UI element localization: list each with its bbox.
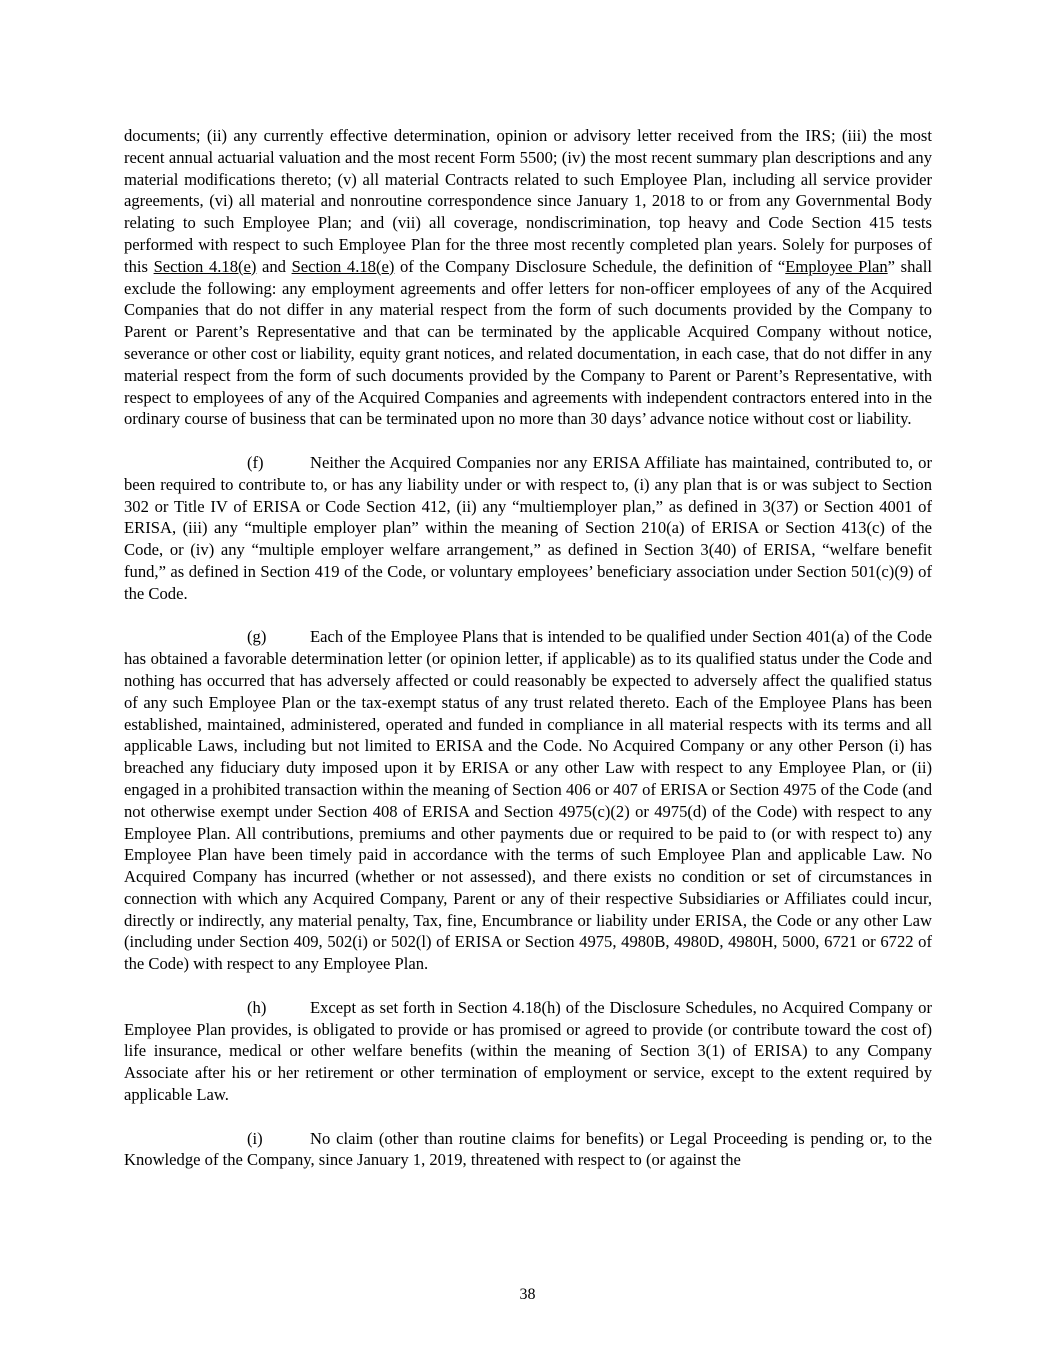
paragraph-h xyxy=(124,997,932,1106)
paragraph-i xyxy=(124,1128,932,1172)
document-body xyxy=(124,125,932,1171)
paragraph-text: Neither the Acquired Companies nor any ERISA Affiliate has maintained, contributed to, or been required to contribute to, or has any liability under or with respect to, (i) any plan that is or was subject to Section 302 or Title IV of ERISA or Code Section 412, (ii) any “multiemployer plan,” as defined in 3(37) or Section 4001 of ERISA, (iii) any “multiple employer plan” within the meaning of Section 210(a) of ERISA or Section 413(c) of the Code, or (iv) any “multiple employer welfare arrangement,” as defined in Section 3(40) of ERISA, “welfare benefit fund,” as defined in Section 419 of the Code, or voluntary employees’ beneficiary association under Section 501(c)(9) of the Code. xyxy=(124,452,932,603)
paragraph-text: No claim (other than routine claims for benefits) or Legal Proceeding is pending or, to the Knowledge of the Company, since January 1, 2019, threatened with respect to (or against the xyxy=(124,1128,932,1170)
paragraph-text: documents; (ii) any currently effective determination, opinion or advisory letter received from the IRS; (iii) the most recent annual actuarial valuation and the most recent Form 5500; (iv) the most recent summary plan descriptions and any material modifications thereto; (v) all material Contracts related to such Employee Plan, including all service provider agreements, (vi) all material and nonroutine correspondence since January 1, 2018 to or from any Governmental Body relating to such Employee Plan; and (vii) all coverage, nondiscrimination, top heavy and Code Section 415 tests performed with respect to such Employee Plan for the three most recently completed plan years. Solely for purposes of this xyxy=(124,126,932,276)
paragraph-text: ” shall exclude the following: any employment agreements and offer letters for non-officer employees of any of the Acquired Companies that do not differ in any material respect from the form of such documents provided by the Company to Parent or Parent’s Representative and that can be terminated by the applicable Acquired Company without notice, severance or other cost or liability, equity grant notices, and related documentation, in each case, that do not differ in any material respect from the form of such documents provided by the Company to Parent or Parent’s Representative, with respect to employees of any of the Acquired Companies and agreements with independent contractors entered into in the ordinary course of business that can be terminated upon no more than 30 days’ advance notice without cost or liability. xyxy=(124,256,932,429)
page-number: 38 xyxy=(519,1286,536,1303)
paragraph-label: (i) xyxy=(247,1128,263,1148)
defined-term: Employee Plan xyxy=(785,256,888,276)
section-reference: Section 4.18(e) xyxy=(291,256,395,276)
section-reference: Section 4.18(e) xyxy=(153,256,257,276)
paragraph-g xyxy=(124,626,932,975)
paragraph-text: of the Company Disclosure Schedule, the definition of “ xyxy=(394,256,786,276)
paragraph-f xyxy=(124,452,932,605)
paragraph-text: Each of the Employee Plans that is intended to be qualified under Section 401(a) of the Code has obtained a favorable determination letter (or opinion letter, if applicable) as to its qualified status under the Code and nothing has occurred that has adversely affected or could reasonably be expected to adversely affect the qualified status of any such Employee Plan or the tax-exempt status of any trust related thereto. Each of the Employee Plans has been established, maintained, administered, operated and funded in compliance in all material respects with its terms and all applicable Laws, including but not limited to ERISA and the Code. No Acquired Company or any other Person (i) has breached any fiduciary duty imposed upon it by ERISA or any other Law with respect to any Employee Plan, or (ii) engaged in a prohibited transaction within the meaning of Section 406 or 407 of ERISA or Section 4975 of the Code (and not otherwise exempt under Section 408 of ERISA and Section 4975(c)(2) or 4975(d) of the Code) with respect to any Employee Plan. All contributions, premiums and other payments due or required to be paid to (or with respect to) any Employee Plan have been timely paid in accordance with the terms of such Employee Plan and applicable Law. No Acquired Company has incurred (whether or not assessed), and there exists no condition or set of circumstances in connection with which any Acquired Company, Parent or any of their respective Subsidiaries or Affiliates could incur, directly or indirectly, any material penalty, Tax, fine, Encumbrance or liability under ERISA, the Code or any other Law (including under Section 409, 502(i) or 502(l) of ERISA or Section 4975, 4980B, 4980D, 4980H, 5000, 6721 or 6722 of the Code) with respect to any Employee Plan. xyxy=(124,627,932,974)
paragraph-label: (h) xyxy=(247,997,267,1017)
paragraph-label: (f) xyxy=(247,452,264,472)
paragraph-text: Except as set forth in Section 4.18(h) of the Disclosure Schedules, no Acquired Company or Employee Plan provides, is obligated to provide or has promised or agreed to provide (or contribute toward the cost of) life insurance, medical or other welfare benefits (within the meaning of Section 3(1) of ERISA) to any Company Associate after his or her retirement or other termination of employment or service, except to the extent required by applicable Law. xyxy=(124,997,932,1105)
paragraph-text: and xyxy=(256,256,292,276)
paragraph-continued xyxy=(124,125,932,430)
paragraph-label: (g) xyxy=(247,627,267,647)
